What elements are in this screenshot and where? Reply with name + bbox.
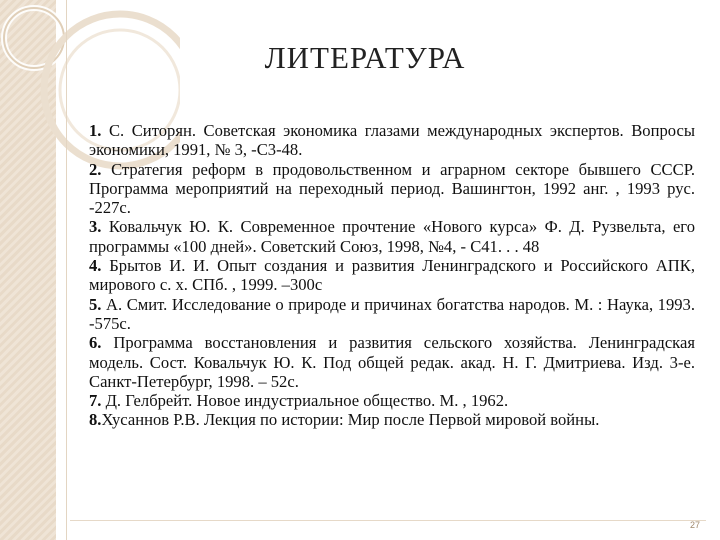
reference-item [89, 391, 695, 410]
vertical-accent-line [66, 0, 67, 540]
reference-item [89, 256, 695, 295]
reference-item [89, 295, 695, 334]
reference-text: С. Ситорян. Советская экономика глазами международных экспертов. Вопросы экономики, 1991, № 3, -С3-48. [89, 121, 695, 160]
reference-number: 5. [89, 294, 102, 314]
reference-text: Стратегия реформ в продовольственном и аграрном секторе бывшего СССР. Программа мероприятий на переходный период. Вашингтон, 1992 анг. , 1993 рус. -227с. [89, 159, 695, 218]
reference-item [89, 160, 695, 218]
reference-number: 4. [89, 256, 102, 276]
reference-number: 6. [89, 333, 102, 353]
reference-number: 8. [89, 410, 102, 430]
reference-text: А. Смит. Исследование о природе и причинах богатства народов. М. : Наука, 1993. -575с. [89, 294, 695, 333]
reference-item [89, 217, 695, 256]
reference-item [89, 121, 695, 160]
reference-number: 7. [89, 391, 102, 411]
reference-text: Программа восстановления и развития сельского хозяйства. Ленинградская модель. Сост. Ковальчук Ю. К. Под общей редак. акад. Н. Г. Дмитриева. Изд. 3-е. Санкт-Петербург, 1998. – 52с. [89, 333, 695, 391]
reference-number: 1. [89, 121, 102, 140]
page-number: 27 [690, 520, 701, 530]
reference-number: 3. [89, 217, 102, 237]
reference-text: Ковальчук Ю. К. Современное прочтение «Нового курса» Ф. Д. Рузвельта, его программы «100 дней». Советский Союз, 1998, №4, - С41. . . 48 [89, 217, 695, 256]
reference-text: Хусаннов Р.В. Лекция по истории: Мир после Первой мировой войны. [101, 410, 600, 430]
reference-text: Брытов И. И. Опыт создания и развития Ленинградского и Российского АПК, мирового с. х. СПб. , 1999. –300с [89, 256, 695, 295]
slide-title: ЛИТЕРАТУРА [264, 40, 466, 75]
reference-list [89, 121, 695, 430]
reference-item [89, 410, 695, 429]
reference-number: 2. [89, 159, 102, 179]
reference-item [89, 333, 695, 391]
reference-text: Д. Гелбрейт. Новое индустриальное общество. М. , 1962. [101, 391, 509, 411]
footer-divider [70, 520, 706, 521]
